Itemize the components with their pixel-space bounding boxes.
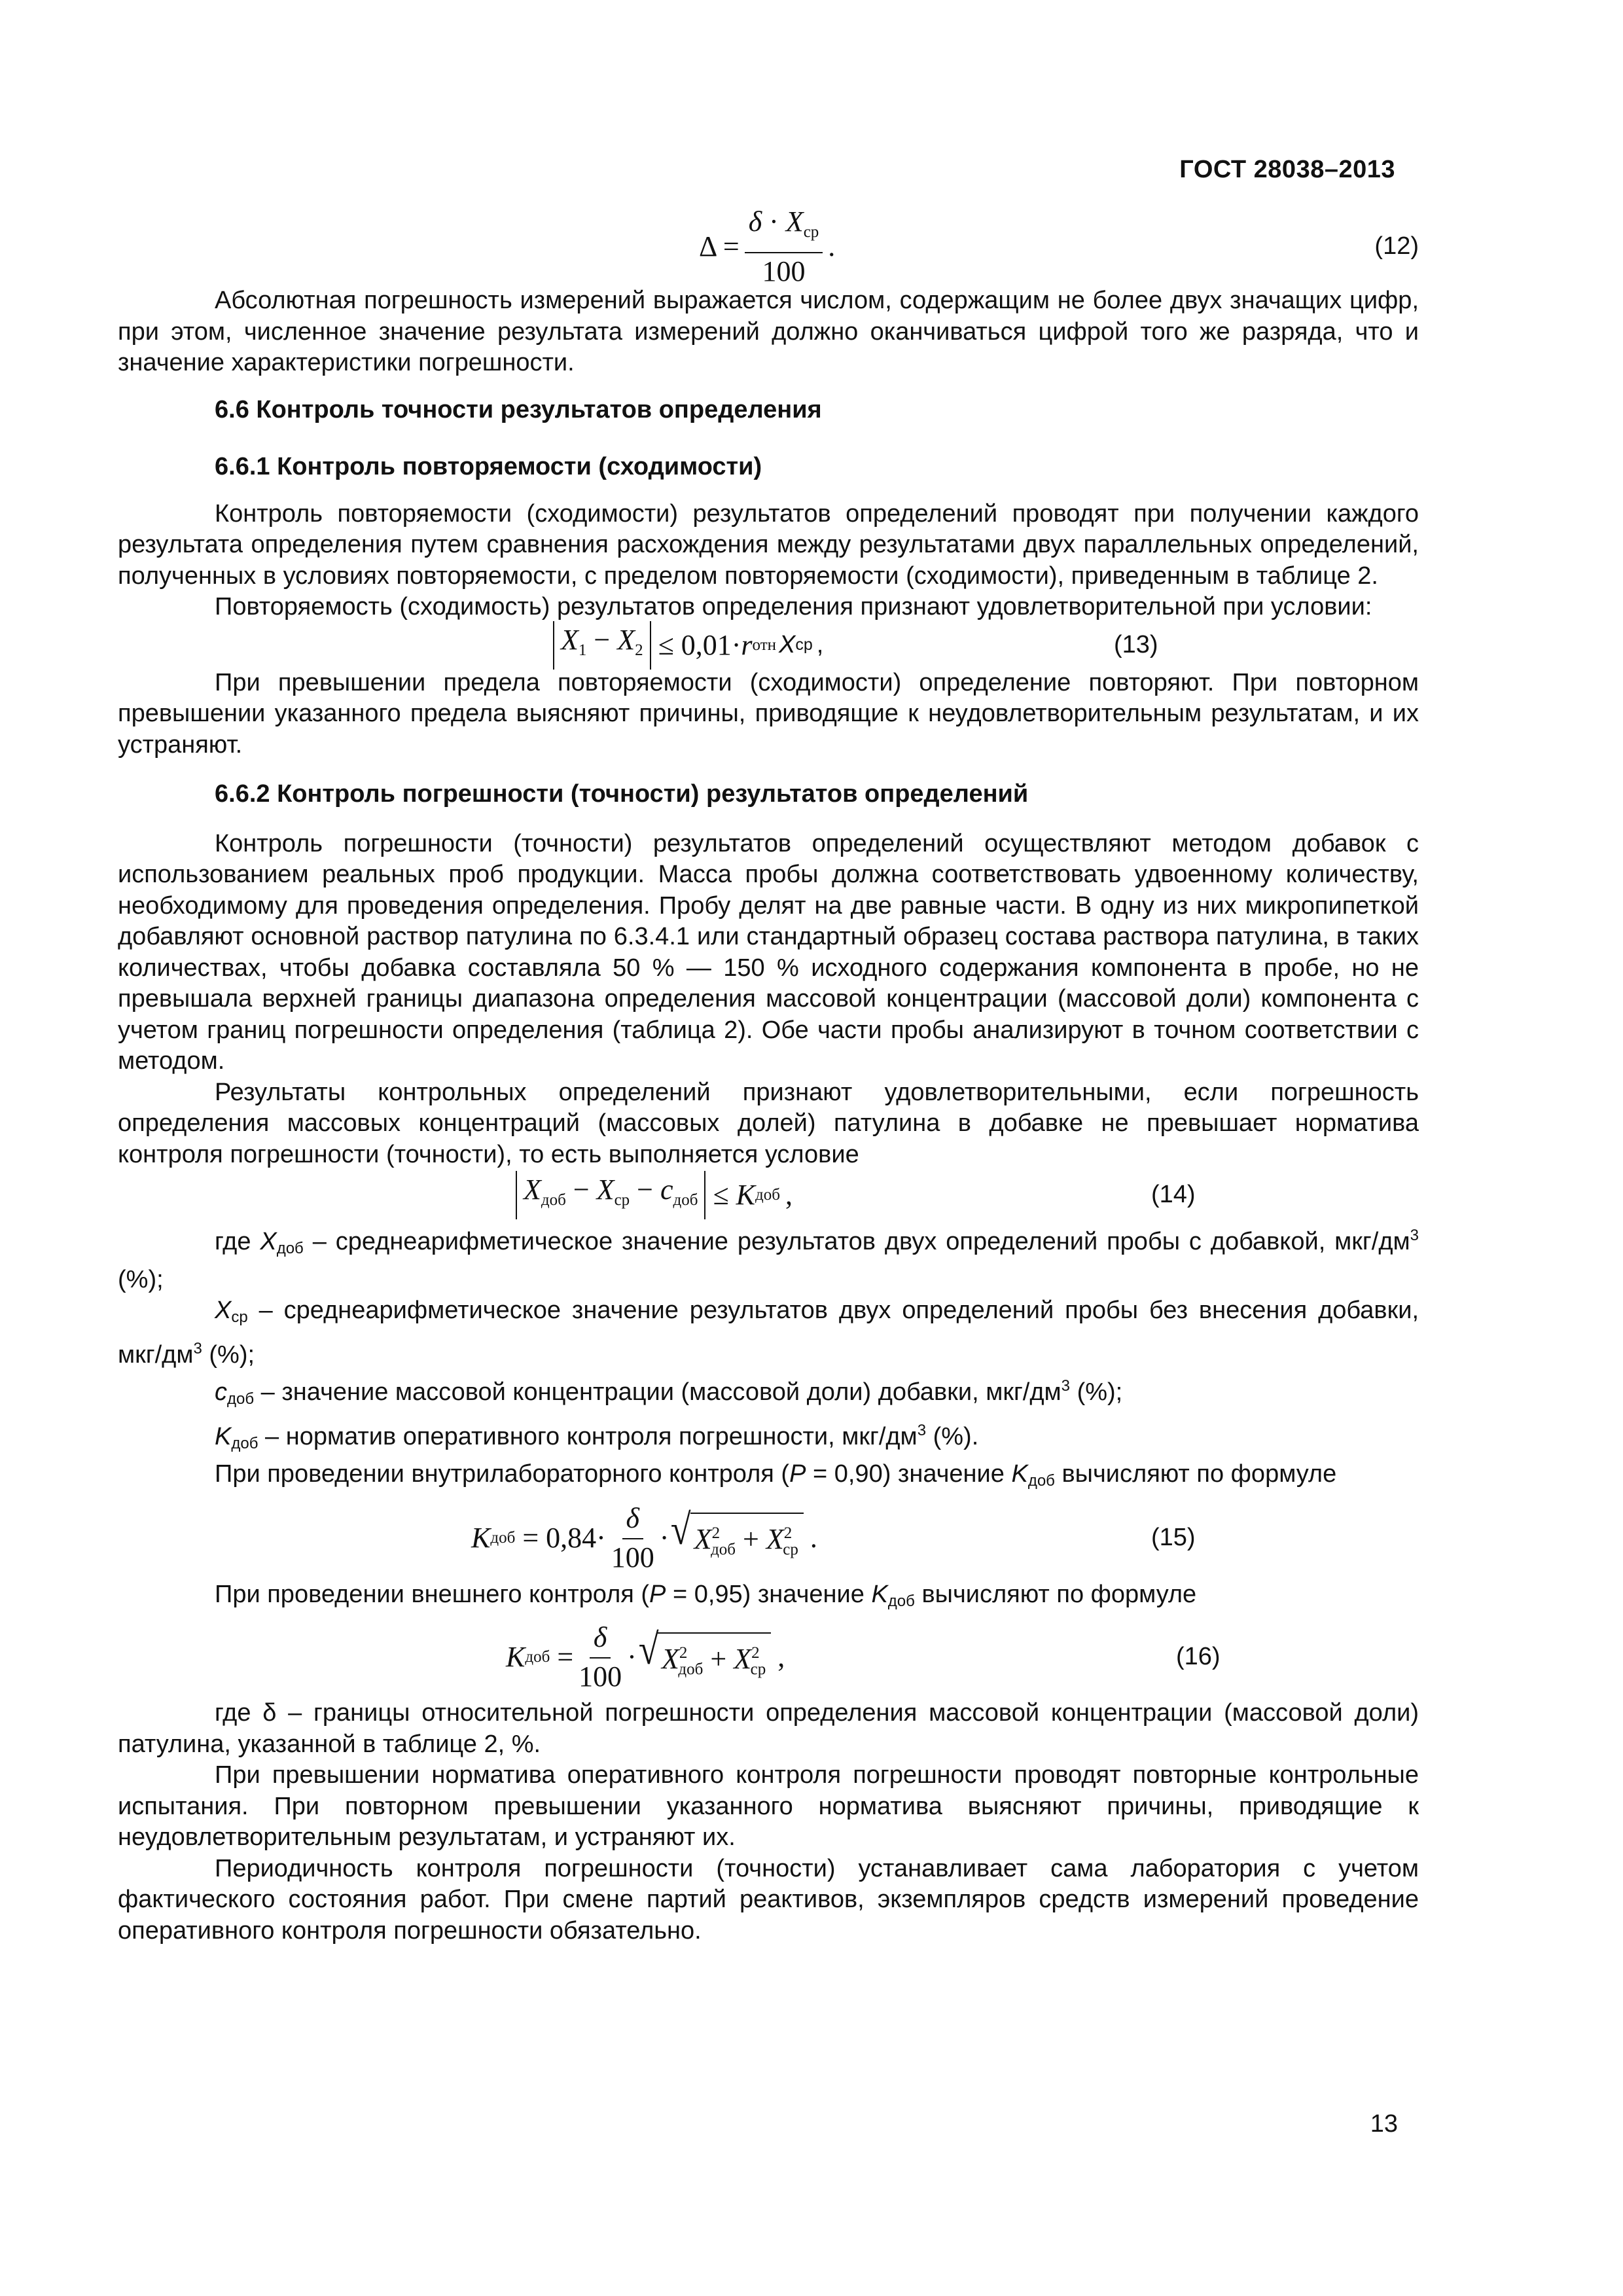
paragraph-accuracy-2: Результаты контрольных определений признают удовлетворительными, если погрешность определения массовых концентраций (массовых долей) патулина в добавке не превышает норматива контроля погрешности (точности), то есть выполняется условие — [118, 1078, 1419, 1168]
formula-13-expression — [553, 623, 823, 668]
formula-14-expression — [516, 1170, 793, 1220]
standard-code: ГОСТ 28038–2013 — [1179, 156, 1395, 183]
formula-13 — [118, 623, 1419, 668]
formula-15-k-sub: доб — [490, 1528, 516, 1547]
formula-12-x-sub: ср — [803, 223, 819, 241]
formula-16-number: (16) — [1176, 1643, 1221, 1671]
where-x-dob: где Xдоб – среднеарифметическое значение результатов двух определений пробы с добавкой, мкг/$дм^3$ (%); — [118, 1227, 1419, 1293]
where-x-sr: Xср – среднеарифметическое значение результатов двух определений пробы без внесения добавки, мкг/$дм^3$ (%); — [118, 1297, 1419, 1369]
formula-12-lhs: Δ = — [699, 230, 740, 263]
heading-6-6: 6.6 Контроль точности результатов определения — [215, 395, 822, 423]
formula-12-delta: δ — [748, 206, 762, 238]
paragraph-accuracy-1: Контроль погрешности (точности) результатов определений осуществляют методом добавок с использованием реальных проб продукции. Масса пробы должна соответствовать удвоенному количеству, необходимому для проведения определения. Пробу делят на две равные части. В одну из них микропипеткой добавляют основной раствор патулина по 6.3.4.1 или стандартный образец состава раствора патулина, в таких количествах, чтобы добавка составляла 50 % — 150 % исходного содержания компонента в пробе, но не превышала верхней границы диапазона определения массовой концентрации (массовой доли) компонента с учетом границ погрешности определения (таблица 2). Обе части пробы анализируют в точном соответствии с методом. — [118, 829, 1419, 1075]
formula-15-number: (15) — [1151, 1523, 1196, 1551]
formula-13-x: X — [779, 630, 796, 658]
paragraph-repeatability-2: Повторяемость (сходимость) результатов определения признают удовлетворительной при условии: — [215, 593, 1372, 620]
paragraph-delta-definition: где δ – границы относительной погрешности определения массовой концентрации (массовой доли) патулина, указанной в таблице 2, %. — [118, 1699, 1419, 1758]
paragraph-exceed: При превышении норматива оперативного контроля погрешности проводят повторные контрольные испытания. При повторном превышении указанного норматива выясняют причины, приводящие к неудовлетворительным результатам, и устраняют их. — [118, 1761, 1419, 1851]
formula-12-x: X — [785, 206, 804, 238]
formula-13-relation: ≤ 0,01· — [658, 628, 741, 661]
formula-12 — [118, 208, 1419, 285]
heading-6-6-2: 6.6.2 Контроль погрешности (точности) результатов определений — [215, 780, 1029, 808]
formula-15-fraction: $\frac{\delta}{100}$ — [611, 1501, 654, 1573]
formula-14 — [118, 1170, 1419, 1220]
paragraph-external-control: При проведении внешнего контроля (P = 0,95) значение Kдоб вычисляют по формуле — [215, 1580, 1197, 1610]
formula-12-number: (12) — [1374, 232, 1419, 260]
page-number: 13 — [1370, 2110, 1398, 2138]
formula-15 — [118, 1497, 1419, 1579]
formula-16-eq: = — [557, 1641, 574, 1674]
formula-12-denominator: 100 — [762, 255, 806, 287]
formula-14-k-sub: доб — [755, 1186, 780, 1204]
where-k-dob: Kдоб – норматив оперативного контроля погрешности, мкг/$дм^3$ (%). — [215, 1421, 979, 1452]
formula-14-k: K — [736, 1179, 755, 1211]
formula-13-r-sub: отн — [752, 636, 777, 654]
formula-13-abs: $X_1 - X_2$ — [553, 621, 651, 670]
paragraph-internal-control: При проведении внутрилабораторного контроля (P = 0,90) значение Kдоб вычисляют по формуле — [215, 1460, 1337, 1490]
formula-16-expression: K доб = $\frac{\delta}{100}$ · √ $X^2_{доб} + X^2_{ср}$ , — [506, 1621, 785, 1693]
formula-12-fraction: $\frac{\delta \cdot X_{ср}}{100}$ — [745, 205, 823, 289]
formula-14-relation: ≤ — [713, 1179, 729, 1211]
formula-15-k: K — [471, 1521, 491, 1554]
paragraph-repeatability-1: Контроль повторяемости (сходимости) результатов определений проводят при получении каждого результата определения путем сравнения расхождения между результатами двух параллельных определений, полученных в условиях повторяемости, с пределом повторяемости (сходимости), приведенным в таблице 2. — [118, 499, 1419, 590]
formula-16 — [118, 1617, 1419, 1698]
where-c-dob: cдоб – значение массовой концентрации (массовой доли) добавки, мкг/$дм^3$ (%); — [215, 1377, 1123, 1408]
formula-16-tail: , — [777, 1641, 785, 1674]
formula-13-tail: , — [816, 630, 824, 658]
formula-15-sqrt: √ $X^2_{доб} + X^2_{ср}$ — [669, 1509, 803, 1567]
formula-12-tail: . — [828, 230, 836, 263]
formula-16-k-sub: доб — [525, 1648, 550, 1666]
paragraph-periodicity: Периодичность контроля погрешности (точности) устанавливает сама лаборатория с учетом фактического состояния работ. При смене партий реактивов, экземпляров средств измерений проведение оперативного контроля погрешности обязательно. — [118, 1854, 1419, 1945]
formula-14-number: (14) — [1151, 1181, 1196, 1209]
formula-13-r: r — [741, 628, 753, 661]
formula-13-number: (13) — [1114, 630, 1158, 658]
formula-16-k: K — [506, 1641, 526, 1674]
formula-12-expression — [699, 208, 835, 285]
formula-15-expression: K доб = 0,84· $\frac{\delta}{100}$ · √ $X^2_{доб} + X^2_{ср}$ . — [471, 1501, 817, 1573]
formula-14-tail: , — [785, 1179, 793, 1211]
formula-13-x-sub: ср — [795, 635, 813, 654]
formula-14-abs: $X_{доб} - X_{ср} - c_{доб}$ — [516, 1171, 705, 1219]
paragraph-repeatability-3: При превышении предела повторяемости (сходимости) определение повторяют. При повторном превышении указанного предела выясняют причины, приводящие к неудовлетворительным результатам, и их устраняют. — [118, 668, 1419, 759]
formula-16-sqrt: √ $X^2_{доб} + X^2_{ср}$ — [637, 1628, 771, 1687]
heading-6-6-1: 6.6.1 Контроль повторяемости (сходимости) — [215, 453, 762, 480]
page-content — [118, 208, 1419, 1946]
formula-15-tail: . — [810, 1521, 817, 1554]
paragraph-absolute-error: Абсолютная погрешность измерений выражается числом, содержащим не более двух значащих цифр, при этом, численное значение результата измерений должно оканчиваться цифрой того же разряда, что и значение характеристики погрешности. — [118, 287, 1419, 376]
formula-16-fraction: $\frac{\delta}{100}$ — [579, 1621, 622, 1693]
formula-15-eq: = 0,84· — [522, 1521, 606, 1554]
